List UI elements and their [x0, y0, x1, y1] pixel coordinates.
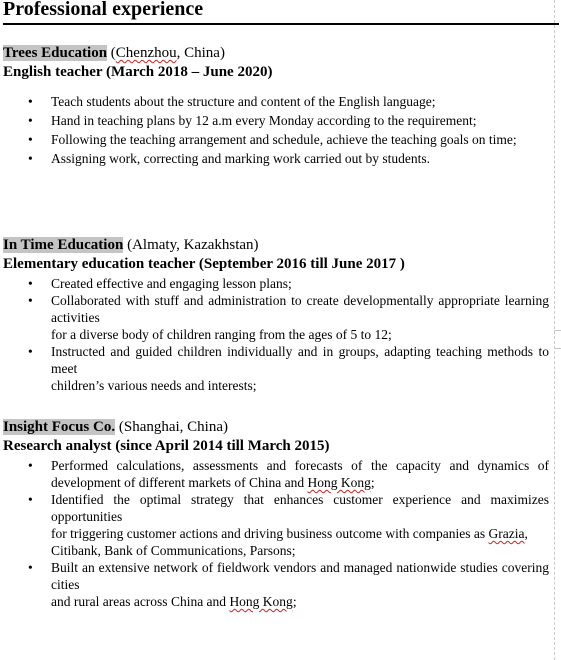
org-location: (Almaty, Kazakhstan): [123, 237, 259, 253]
org-name: Trees Education: [3, 45, 108, 61]
bullet-icon: •: [28, 344, 33, 359]
list-item: • Built an extensive network of fieldwork vendors and managed nationwide studies covering cities and rural areas across China and Hong Kong;: [28, 560, 549, 609]
org-location: (Shanghai, China): [115, 419, 229, 435]
list-item: • Hand in teaching plans by 12 a.m every Monday according to the requirement;: [28, 113, 477, 128]
margin-guide-tick: [554, 348, 561, 349]
bullet-icon: •: [28, 560, 33, 575]
job-title: Elementary education teacher (September 2016 till June 2017 ): [3, 256, 405, 272]
job-title: Research analyst (since April 2014 till March 2015): [3, 438, 330, 454]
list-item: • Assigning work, correcting and marking work carried out by students.: [28, 151, 431, 166]
bullet-icon: •: [28, 293, 33, 308]
job-title: English teacher (March 2018 – June 2020): [3, 64, 273, 80]
duty-list: [3, 275, 549, 394]
list-item: • Collaborated with stuff and administration to create developmentally appropriate learning activities for a diverse body of children ranging from the ages of 5 to 12;: [28, 293, 549, 342]
org-name: In Time Education: [3, 237, 124, 253]
experience-entry: [3, 236, 549, 394]
bullet-icon: •: [28, 151, 33, 166]
org-location: (Chenzhou, China): [107, 45, 225, 61]
bullet-icon: •: [28, 132, 33, 147]
bullet-icon: •: [28, 113, 33, 128]
list-item: • Created effective and engaging lesson plans;: [28, 276, 292, 291]
experience-entry: [3, 44, 549, 169]
bullet-icon: •: [28, 492, 33, 507]
list-item: • Instructed and guided children individually and in groups, adapting teaching methods to meet children’s various needs and interests;: [28, 344, 549, 393]
bullet-icon: •: [28, 276, 33, 291]
org-line: [3, 236, 549, 255]
org-line: [3, 44, 549, 63]
list-item: • Performed calculations, assessments and forecasts of the capacity and dynamics of development of different markets of China and Hong Kong;: [28, 458, 549, 490]
org-name: Insight Focus Co.: [3, 419, 116, 435]
experience-entry: [3, 418, 549, 610]
duty-list: [3, 457, 549, 610]
margin-guide-tick: [554, 330, 561, 331]
org-line: [3, 418, 549, 437]
list-item: • Identified the optimal strategy that enhances customer experience and maximizes opportunities for triggering customer actions and driving business outcome with companies as Grazia, Citibank, Bank of Communications, Parsons;: [28, 492, 549, 558]
duty-list: [3, 93, 549, 167]
list-item: • Following the teaching arrangement and schedule, achieve the teaching goals on time;: [28, 132, 517, 147]
list-item: • Teach students about the structure and content of the English language;: [28, 94, 436, 109]
section-heading: Professional experience: [3, 0, 559, 25]
bullet-icon: •: [28, 458, 33, 473]
bullet-icon: •: [28, 94, 33, 109]
